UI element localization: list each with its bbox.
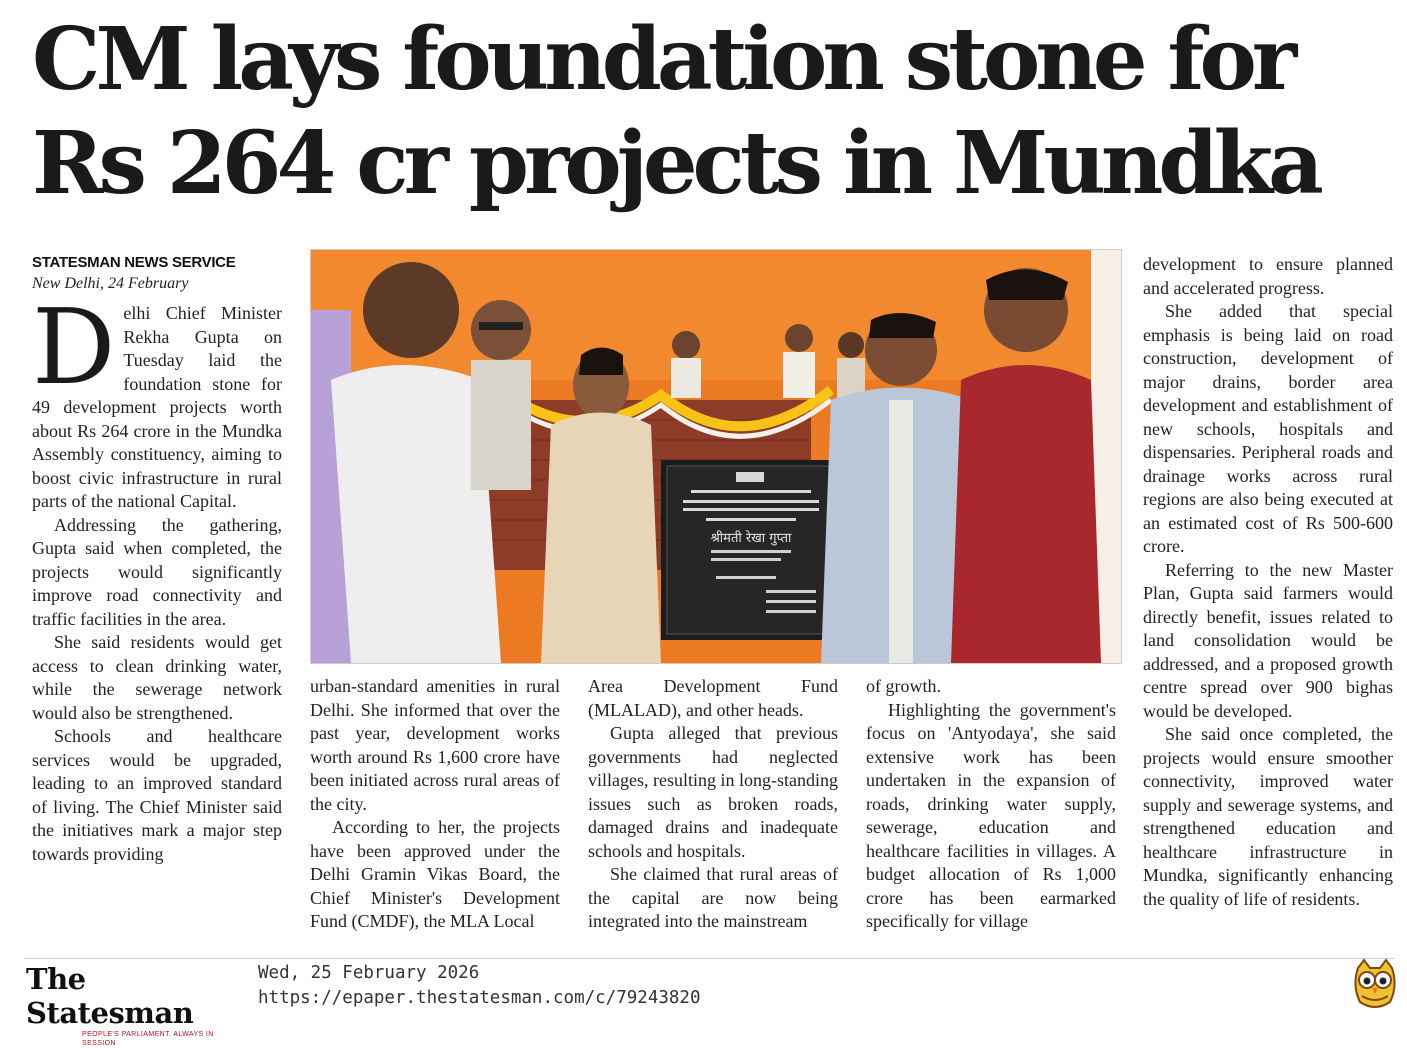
- paragraph: Area Development Fund (MLALAD), and other heads.: [588, 676, 838, 720]
- owl-icon[interactable]: [1350, 958, 1400, 1014]
- footer-divider: [24, 958, 1394, 959]
- edition-url[interactable]: https://epaper.thestatesman.com/c/79243820: [258, 988, 701, 1008]
- news-photo: [310, 249, 1122, 664]
- paragraph: Schools and healthcare services would be upgraded, leading to an improved standard of living. The Chief Minister said the initiatives mark a major step towards providing: [32, 726, 282, 864]
- logo-tagline: PEOPLE'S PARLIAMENT. ALWAYS IN SESSION: [82, 1031, 214, 1047]
- article-column-4: [866, 675, 1116, 934]
- paragraph: She added that special emphasis is being laid on road construction, development of major drains, border area development and establishment of new schools, hospitals and dispensaries. Peripheral roads and drainage works across rural regions are also being executed at an estimated cost of Rs 500-600 crore.: [1143, 301, 1393, 556]
- paragraph: development to ensure planned and accelerated progress.: [1143, 254, 1393, 298]
- paragraph: Highlighting the government's focus on 'Antyodaya', she said extensive work has been undertaken in the expansion of roads, drinking water supply, sewerage, education and healthcare facilities in villages. A budget allocation of Rs 1,000 crore has been earmarked specifically for village: [866, 699, 1116, 931]
- paragraph: She said once completed, the projects would ensure smoother connectivity, improved water supply and sewerage systems, and strengthened education and healthcare infrastructure in Mundka, significantly enhancing the quality of life of residents.: [1143, 724, 1393, 909]
- statesman-logo[interactable]: [26, 962, 241, 1048]
- drop-cap: D: [32, 286, 116, 408]
- paragraph: According to her, the projects have been approved under the Delhi Gramin Vikas Board, the Chief Minister's Development Fund (CMDF), the MLA Local: [310, 817, 560, 931]
- paragraph: of growth.: [866, 676, 941, 696]
- article-column-5: [1143, 253, 1393, 911]
- paragraph-text: elhi Chief Minister Rekha Gupta on Tuesday laid the foundation stone for 49 development projects worth about Rs 264 crore in the Mundka Assembly constituency, aiming to boost civic infrastructure in rural parts of the national Capital.: [32, 303, 282, 511]
- footer-info: [258, 961, 701, 1011]
- paragraph: She said residents would get access to clean drinking water, while the sewerage network would also be strengthened.: [32, 632, 282, 723]
- edition-date: Wed, 25 February 2026: [258, 963, 480, 983]
- dateline: New Delhi, 24 February: [32, 275, 189, 292]
- article-column-3: [588, 675, 838, 934]
- plaque-name: श्रीमती रेखा गुप्ता: [710, 531, 792, 546]
- paragraph: She claimed that rural areas of the capital are now being integrated into the mainstream: [588, 864, 838, 931]
- paragraph: Addressing the gathering, Gupta said when completed, the projects would significantly improve road connectivity and traffic facilities in the area.: [32, 514, 282, 629]
- paragraph: Gupta alleged that previous governments had neglected villages, resulting in long-standing issues such as broken roads, damaged drains and inadequate schools and hospitals.: [588, 723, 838, 861]
- headline: CM lays foundation stone for Rs 264 cr projects in Mundka: [32, 9, 1319, 214]
- article-column-1: [32, 253, 282, 866]
- article-column-2: [310, 675, 560, 934]
- paragraph: urban-standard amenities in rural Delhi. She informed that over the past year, development works worth around Rs 1,600 crore have been initiated across rural areas of the city.: [310, 676, 560, 814]
- logo-text: The Statesman: [26, 962, 194, 1030]
- byline: STATESMAN NEWS SERVICE: [32, 254, 236, 271]
- paragraph: Referring to the new Master Plan, Gupta said farmers would directly benefit, issues related to land consolidation would be addressed, and a proposed growth centre spread over 900 bighas would be developed.: [1143, 559, 1393, 721]
- paragraph: [32, 286, 282, 514]
